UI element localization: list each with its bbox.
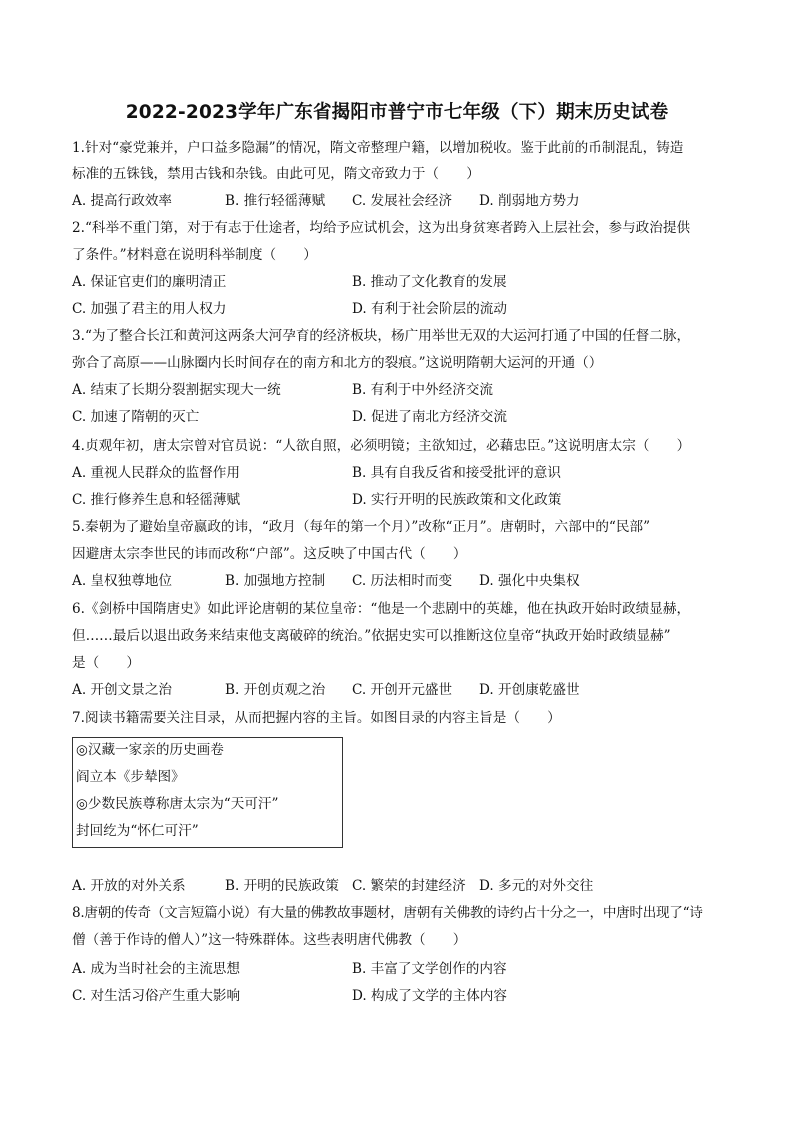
q7-option-b: B. 开明的民族政策 — [225, 878, 339, 894]
q1-option-a: A. 提高行政效率 — [72, 193, 173, 209]
q2-option-c: C. 加强了君主的用人权力 — [72, 301, 227, 317]
q4-option-c: C. 推行修养生息和轻徭薄赋 — [72, 492, 241, 508]
toc-item: ◎汉藏一家亲的历史画卷 — [76, 742, 224, 758]
q4-stem-line1: 4.贞观年初，唐太宗曾对官员说：“人欲自照，必须明镜；主欲知过，必藉忠臣。”这说明唐太宗（ ） — [72, 438, 691, 454]
q7-option-a: A. 开放的对外关系 — [72, 878, 186, 894]
q5-option-a: A. 皇权独尊地位 — [72, 573, 173, 589]
q2-option-a: A. 保证官吏们的廉明清正 — [72, 274, 227, 290]
q3-option-d: D. 促进了南北方经济交流 — [352, 409, 507, 425]
q2-stem-line1: 2.“科举不重门第，对于有志于仕途者，均给予应试机会，这为出身贫寒者跨入上层社会，参与政治提供 — [72, 220, 691, 236]
q8-option-c: C. 对生活习俗产生重大影响 — [72, 988, 241, 1004]
q4-option-a: A. 重视人民群众的监督作用 — [72, 465, 240, 481]
q5-option-d: D. 强化中央集权 — [479, 573, 580, 589]
q1-option-d: D. 削弱地方势力 — [479, 193, 580, 209]
q1-option-b: B. 推行轻徭薄赋 — [225, 193, 326, 209]
q6-stem-line3: 是（ ） — [72, 655, 140, 671]
q6-option-b: B. 开创贞观之治 — [225, 682, 326, 698]
q7-option-c: C. 繁荣的封建经济 — [352, 878, 466, 894]
q3-stem-line2: 弥合了高原——山脉圈内长时间存在的南方和北方的裂痕。”这说明隋朝大运河的开通（） — [72, 355, 603, 371]
q8-option-a: A. 成为当时社会的主流思想 — [72, 961, 240, 977]
q1-stem-line2: 标准的五铢钱，禁用古钱和杂钱。由此可见，隋文帝致力于（ ） — [72, 166, 480, 182]
q1-stem-line1: 1.针对“豪党兼并，户口益多隐漏”的情况，隋文帝整理户籍，以增加税收。鉴于此前的币制混乱，铸造 — [72, 140, 684, 156]
q4-option-d: D. 实行开明的民族政策和文化政策 — [352, 492, 562, 508]
q7-stem-line1: 7.阅读书籍需要关注目录，从而把握内容的主旨。如图目录的内容主旨是（ ） — [72, 710, 561, 726]
q5-option-c: C. 历法相时而变 — [352, 573, 453, 589]
toc-item: ◎少数民族尊称唐太宗为“天可汗” — [76, 796, 279, 812]
q2-option-d: D. 有利于社会阶层的流动 — [352, 301, 507, 317]
q6-option-a: A. 开创文景之治 — [72, 682, 173, 698]
q8-option-b: B. 丰富了文学创作的内容 — [352, 961, 507, 977]
q3-stem-line1: 3.“为了整合长江和黄河这两条大河孕育的经济板块，杨广用举世无双的大运河打通了中国的任督二脉， — [72, 328, 691, 344]
page-title: 2022-2023学年广东省揭阳市普宁市七年级（下）期末历史试卷 — [125, 102, 669, 123]
q8-option-d: D. 构成了文学的主体内容 — [352, 988, 507, 1004]
q2-stem-line2: 了条件。”材料意在说明科举制度（ ） — [72, 247, 317, 263]
q1-option-c: C. 发展社会经济 — [352, 193, 453, 209]
q3-option-a: A. 结束了长期分裂割据实现大一统 — [72, 382, 281, 398]
q5-stem-line2: 因避唐太宗李世民的讳而改称“户部”。这反映了中国古代（ ） — [72, 546, 467, 562]
q6-option-c: C. 开创开元盛世 — [352, 682, 453, 698]
toc-item: 阎立本《步辇图》 — [76, 769, 185, 785]
q6-stem-line2: 但……最后以退出政务来结束他支离破碎的统治。”依据史实可以推断这位皇帝“执政开始时政绩显赫” — [72, 628, 671, 644]
q6-option-d: D. 开创康乾盛世 — [479, 682, 580, 698]
q6-stem-line1: 6.《剑桥中国隋唐史》如此评论唐朝的某位皇帝：“他是一个悲剧中的英雄，他在执政开始时政绩显赫， — [72, 601, 691, 617]
q3-option-c: C. 加速了隋朝的灭亡 — [72, 409, 200, 425]
q4-option-b: B. 具有自我反省和接受批评的意识 — [352, 465, 561, 481]
toc-item: 封回纥为“怀仁可汗” — [76, 823, 199, 839]
q5-stem-line1: 5.秦朝为了避始皇帝嬴政的讳，“政月（每年的第一个月）”改称“正月”。唐朝时，六部中的“民部” — [72, 519, 651, 535]
q7-option-d: D. 多元的对外交往 — [479, 878, 594, 894]
q2-option-b: B. 推动了文化教育的发展 — [352, 274, 507, 290]
q8-stem-line2: 僧（善于作诗的僧人）”这一特殊群体。这些表明唐代佛教（ ） — [72, 932, 467, 948]
q3-option-b: B. 有利于中外经济交流 — [352, 382, 493, 398]
q7-table-of-contents — [72, 737, 343, 848]
q5-option-b: B. 加强地方控制 — [225, 573, 326, 589]
q8-stem-line1: 8.唐朝的传奇（文言短篇小说）有大量的佛教故事题材，唐朝有关佛教的诗约占十分之一，中唐时出现了“诗 — [72, 905, 703, 921]
